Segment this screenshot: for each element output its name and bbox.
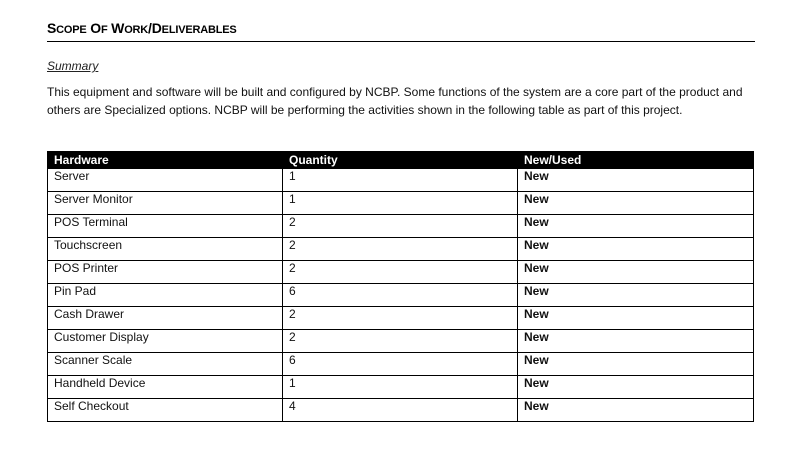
- table-row: [48, 330, 754, 353]
- cell-new-used: New: [518, 169, 754, 192]
- cell-new-used: New: [518, 399, 754, 422]
- table-header-row: [48, 152, 754, 169]
- cell-hardware: Pin Pad: [48, 284, 283, 307]
- cell-hardware: POS Terminal: [48, 215, 283, 238]
- table-row: [48, 261, 754, 284]
- cell-hardware: Handheld Device: [48, 376, 283, 399]
- cell-new-used: New: [518, 307, 754, 330]
- cell-hardware: Cash Drawer: [48, 307, 283, 330]
- table-row: [48, 399, 754, 422]
- table-row: [48, 307, 754, 330]
- cell-hardware: Touchscreen: [48, 238, 283, 261]
- cell-new-used: New: [518, 330, 754, 353]
- table-row: [48, 376, 754, 399]
- table-row: [48, 284, 754, 307]
- cell-hardware: Server Monitor: [48, 192, 283, 215]
- cell-quantity: 2: [283, 215, 518, 238]
- cell-quantity: 2: [283, 261, 518, 284]
- cell-hardware: Server: [48, 169, 283, 192]
- cell-hardware: Customer Display: [48, 330, 283, 353]
- cell-quantity: 1: [283, 376, 518, 399]
- cell-hardware: Scanner Scale: [48, 353, 283, 376]
- cell-new-used: New: [518, 376, 754, 399]
- cell-quantity: 2: [283, 330, 518, 353]
- header-quantity: Quantity: [283, 152, 518, 169]
- table-row: [48, 353, 754, 376]
- cell-new-used: New: [518, 261, 754, 284]
- cell-new-used: New: [518, 353, 754, 376]
- header-new-used: New/Used: [518, 152, 754, 169]
- cell-quantity: 1: [283, 192, 518, 215]
- table-row: [48, 192, 754, 215]
- header-hardware: Hardware: [48, 152, 283, 169]
- section-divider: [47, 41, 755, 42]
- cell-quantity: 1: [283, 169, 518, 192]
- hardware-table: [47, 151, 754, 422]
- cell-hardware: POS Printer: [48, 261, 283, 284]
- summary-paragraph: This equipment and software will be built and configured by NCBP. Some functions of the system are a core part of the product and others are Specialized options. NCBP will be performing the activities shown in the following table as part of this project.: [47, 85, 743, 117]
- cell-new-used: New: [518, 215, 754, 238]
- section-title: SCOPE OF WORK/DELIVERABLES: [47, 20, 237, 36]
- cell-quantity: 6: [283, 284, 518, 307]
- cell-quantity: 2: [283, 238, 518, 261]
- table-row: [48, 238, 754, 261]
- cell-hardware: Self Checkout: [48, 399, 283, 422]
- cell-quantity: 4: [283, 399, 518, 422]
- cell-new-used: New: [518, 192, 754, 215]
- summary-heading: Summary: [47, 59, 99, 73]
- table-body: [48, 169, 754, 422]
- table-row: [48, 215, 754, 238]
- cell-new-used: New: [518, 238, 754, 261]
- cell-new-used: New: [518, 284, 754, 307]
- cell-quantity: 2: [283, 307, 518, 330]
- table-row: [48, 169, 754, 192]
- cell-quantity: 6: [283, 353, 518, 376]
